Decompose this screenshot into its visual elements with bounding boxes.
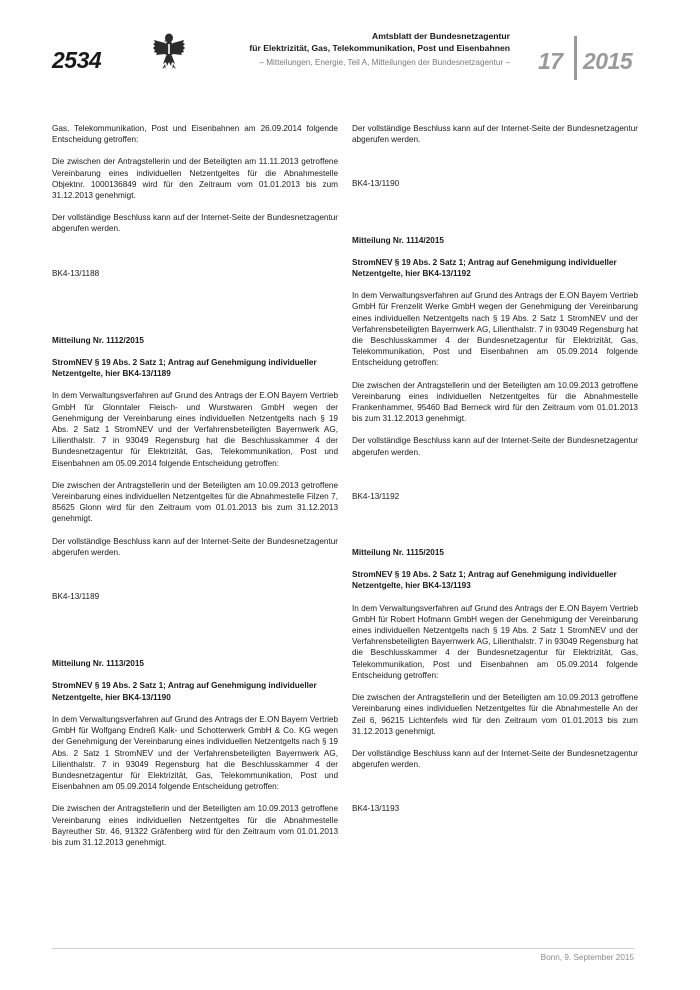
notice-heading: StromNEV § 19 Abs. 2 Satz 1; Antrag auf Genehmigung individueller Netzentgelte, hier BK4-13/1190 (52, 681, 317, 702)
notice-title: Mitteilung Nr. 1115/2015 (352, 548, 444, 558)
footer-divider (52, 948, 634, 949)
page-number: 2534 (52, 47, 102, 73)
paragraph: Der vollständige Beschluss kann auf der Internet-Seite der Bundesnetzagentur abgerufen werden. (352, 748, 638, 770)
notice-title: Mitteilung Nr. 1112/2015 (52, 335, 144, 345)
reference-number: BK4-13/1193 (352, 804, 400, 814)
notice-heading: StromNEV § 19 Abs. 2 Satz 1; Antrag auf Genehmigung individueller Netzentgelte, hier BK4-13/1192 (352, 257, 617, 279)
paragraph: In dem Verwaltungsverfahren auf Grund des Antrags der E.ON Bayern Vertrieb GmbH für Glonntaler Fleisch- und Wurstwaren GmbH wegen der Genehmigung der Vereinbarung eines individuellen Netzentgelts nach § 19 Abs. 2 Satz 1 StromNEV und der Verfahrensbeteiligten Bayernwerk AG, Lilienthalstr. 7 in 93049 Regensburg hat die Beschlusskammer 4 der Bundesnetzagentur für Elektrizität, Gas, Telekommunikation, Post und Eisenbahnen am 05.09.2014 folgende Entscheidung getroffen: (52, 391, 338, 468)
paragraph: Der vollständige Beschluss kann auf der Internet-Seite der Bundesnetzagentur abgerufen werden. (52, 213, 338, 234)
paragraph: Die zwischen der Antragstellerin und der Beteiligten am 10.09.2013 getroffene Vereinbarung eines individuellen Netzentgeltes für die Abnahmestelle Bayreuther Str. 46, 91322 Gräfenberg wird für den Zeitraum vom 01.01.2013 bis zum 31.12.2013 genehmigt. (52, 804, 338, 847)
paragraph: In dem Verwaltungsverfahren auf Grund des Antrags der E.ON Bayern Vertrieb GmbH für Wolfgang Endreß Kalk- und Schotterwerk GmbH & Co. KG wegen der Genehmigung der Vereinbarung eines individuellen Netzentgelts nach § 19 Abs. 2 Satz 1 StromNEV und der Verfahrensbeteiligten Bayernwerk AG, Lilienthalstr. 7 in 93049 Regensburg hat die Beschlusskammer 4 der Bundesnetzagentur für Elektrizität, Gas, Telekommunikation, Post und Eisenbahnen am 05.09.2014 folgende Entscheidung getroffen: (52, 714, 338, 792)
issue-divider (574, 36, 577, 80)
paragraph: In dem Verwaltungsverfahren auf Grund des Antrags der E.ON Bayern Vertrieb GmbH für Robert Hofmann GmbH wegen der Genehmigung der Vereinbarung eines individuellen Netzentgelts nach § 19 Abs. 2 Satz 1 StromNEV und der Verfahrensbeteiligten Bayernwerk AG, Lilienthalstr. 7 in 93049 Regensburg hat die Beschlusskammer 4 der Bundesnetzagentur für Elektrizität, Gas, Telekommunikation, Post und Eisenbahnen am 05.09.2014 folgende Entscheidung getroffen: (352, 603, 638, 680)
notice-heading: StromNEV § 19 Abs. 2 Satz 1; Antrag auf Genehmigung individueller Netzentgelte, hier BK4-13/1189 (52, 358, 317, 379)
right-column (352, 123, 638, 815)
paragraph: Der vollständige Beschluss kann auf der Internet-Seite der Bundesnetzagentur abgerufen werden. (52, 536, 338, 557)
footer-date: Bonn, 9. September 2015 (540, 953, 634, 962)
issue-year: 2015 (583, 48, 633, 74)
notice-title: Mitteilung Nr. 1113/2015 (52, 659, 144, 669)
reference-number: BK4-13/1188 (52, 268, 100, 278)
publication-title (210, 30, 510, 54)
paragraph: Die zwischen der Antragstellerin und der Beteiligten am 10.09.2013 getroffene Vereinbarung eines individuellen Netzentgeltes für die Abnahmestelle An der Zeil 6, 96215 Lichtenfels wird für den Zeitraum vom 01.01.2013 bis zum 31.12.2013 genehmigt. (352, 693, 638, 736)
issue-number: 17 (538, 48, 563, 74)
paragraph: Die zwischen der Antragstellerin und der Beteiligten am 11.11.2013 getroffene Vereinbarung eines individuellen Netzentgeltes für die Abnahmestelle Objektnr. 1000136849 wird für den Zeitraum vom 01.01.2013 bis zum 31.12.2013 genehmigt. (52, 157, 338, 201)
paragraph: Der vollständige Beschluss kann auf der Internet-Seite der Bundesnetzagentur abgerufen werden. (352, 436, 638, 457)
publication-title-line1: Amtsblatt der Bundesnetzagentur (372, 31, 510, 41)
reference-number: BK4-13/1190 (352, 179, 400, 189)
notice-title: Mitteilung Nr. 1114/2015 (352, 235, 444, 245)
left-column (52, 123, 338, 848)
paragraph: Die zwischen der Antragstellerin und der Beteiligten am 10.09.2013 getroffene Vereinbarung eines individuellen Netzentgeltes für die Abnahmestelle Frankenhammer, 95460 Bad Berneck wird für den Zeitraum vom 01.01.2013 bis zum 31.12.2013 genehmigt. (352, 380, 638, 424)
reference-number: BK4-13/1192 (352, 491, 400, 501)
paragraph: In dem Verwaltungsverfahren auf Grund des Antrags der E.ON Bayern Vertrieb GmbH für Frenzelit Werke GmbH wegen der Genehmigung der Vereinbarung eines individuellen Netzentgelts nach § 19 Abs. 2 Satz 1 StromNEV und der Verfahrensbeteiligten Bayernwerk AG, Lilienthalstr. 7 in 93049 Regensburg hat die Beschlusskammer 4 der Bundesnetzagentur für Elektrizität, Gas, Telekommunikation, Post und Eisenbahnen am 05.09.2014 folgende Entscheidung getroffen: (352, 291, 638, 368)
publication-title-line2: für Elektrizität, Gas, Telekommunikation, Post und Eisenbahnen (249, 43, 510, 53)
publication-subtitle: – Mitteilungen, Energie, Teil A, Mitteilungen der Bundesnetzagentur – (259, 58, 510, 67)
paragraph: Die zwischen der Antragstellerin und der Beteiligten am 10.09.2013 getroffene Vereinbarung eines individuellen Netzentgeltes für die Abnahmestelle Filzen 7, 85625 Glonn wird für den Zeitraum vom 01.01.2013 bis zum 31.12.2013 genehmigt. (52, 480, 338, 524)
paragraph: Der vollständige Beschluss kann auf der Internet-Seite der Bundesnetzagentur abgerufen werden. (352, 124, 638, 145)
paragraph: Gas, Telekommunikation, Post und Eisenbahnen am 26.09.2014 folgende Entscheidung getroffen: (52, 124, 338, 145)
reference-number: BK4-13/1189 (52, 592, 100, 602)
notice-heading: StromNEV § 19 Abs. 2 Satz 1; Antrag auf Genehmigung individueller Netzentgelte, hier BK4-13/1193 (352, 570, 617, 591)
